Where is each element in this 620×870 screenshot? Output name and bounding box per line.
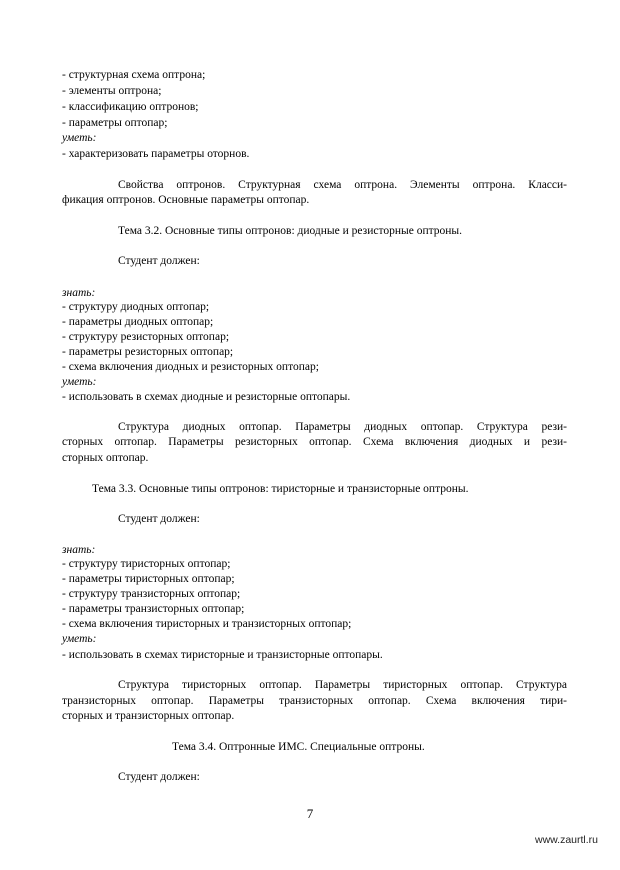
list-item: - элементы оптрона;	[62, 85, 162, 97]
paragraph-line: Структура диодных оптопар. Параметры диодных оптопар. Структура рези-	[118, 421, 567, 433]
topic-heading: Тема 3.4. Оптронные ИМС. Специальные оптроны.	[172, 741, 425, 753]
paragraph-line: Свойства оптронов. Структурная схема оптрона. Элементы оптрона. Класси-	[118, 179, 567, 191]
list-item: - классификацию оптронов;	[62, 101, 199, 113]
paragraph-line: сторных и транзисторных оптопар.	[62, 710, 235, 722]
paragraph-line: Структура тиристорных оптопар. Параметры тиристорных оптопар. Структура	[118, 679, 567, 691]
list-item: - схема включения тиристорных и транзисторных оптопар;	[62, 618, 352, 630]
list-item: - параметры резисторных оптопар;	[62, 346, 234, 358]
skills-label: уметь:	[62, 633, 97, 645]
list-item: - структуру диодных оптопар;	[62, 301, 210, 313]
knowledge-label: знать:	[62, 287, 96, 299]
skills-label: уметь:	[62, 132, 97, 144]
list-item: - характеризовать параметры оторнов.	[62, 148, 250, 160]
topic-heading: Тема 3.2. Основные типы оптронов: диодные и резисторные оптроны.	[118, 225, 463, 237]
list-item: - использовать в схемах диодные и резисторные оптопары.	[62, 391, 351, 403]
list-item: - параметры диодных оптопар;	[62, 316, 214, 328]
paragraph-line: фикация оптронов. Основные параметры оптопар.	[62, 194, 310, 206]
paragraph-line: транзисторных оптопар. Параметры транзисторных оптопар. Схема включения тири-	[62, 695, 567, 707]
list-item: - параметры оптопар;	[62, 117, 168, 129]
paragraph-line: сторных оптопар. Параметры резисторных оптопар. Схема включения диодных и рези-	[62, 436, 567, 448]
student-heading: Студент должен:	[118, 255, 200, 267]
knowledge-label: знать:	[62, 544, 96, 556]
student-heading: Студент должен:	[118, 771, 200, 783]
watermark: www.zaurtl.ru	[534, 834, 598, 846]
list-item: - структуру резисторных оптопар;	[62, 331, 230, 343]
list-item: - структуру транзисторных оптопар;	[62, 588, 241, 600]
list-item: - параметры тиристорных оптопар;	[62, 573, 235, 585]
paragraph-line: сторных оптопар.	[62, 452, 149, 464]
list-item: - схема включения диодных и резисторных оптопар;	[62, 361, 319, 373]
page-number: 7	[306, 806, 314, 821]
list-item: - структуру тиристорных оптопар;	[62, 558, 231, 570]
list-item: - структурная схема оптрона;	[62, 69, 206, 81]
student-heading: Студент должен:	[118, 513, 200, 525]
skills-label: уметь:	[62, 376, 97, 388]
topic-heading: Тема 3.3. Основные типы оптронов: тиристорные и транзисторные оптроны.	[92, 483, 469, 495]
list-item: - использовать в схемах тиристорные и транзисторные оптопары.	[62, 649, 383, 661]
list-item: - параметры транзисторных оптопар;	[62, 603, 245, 615]
